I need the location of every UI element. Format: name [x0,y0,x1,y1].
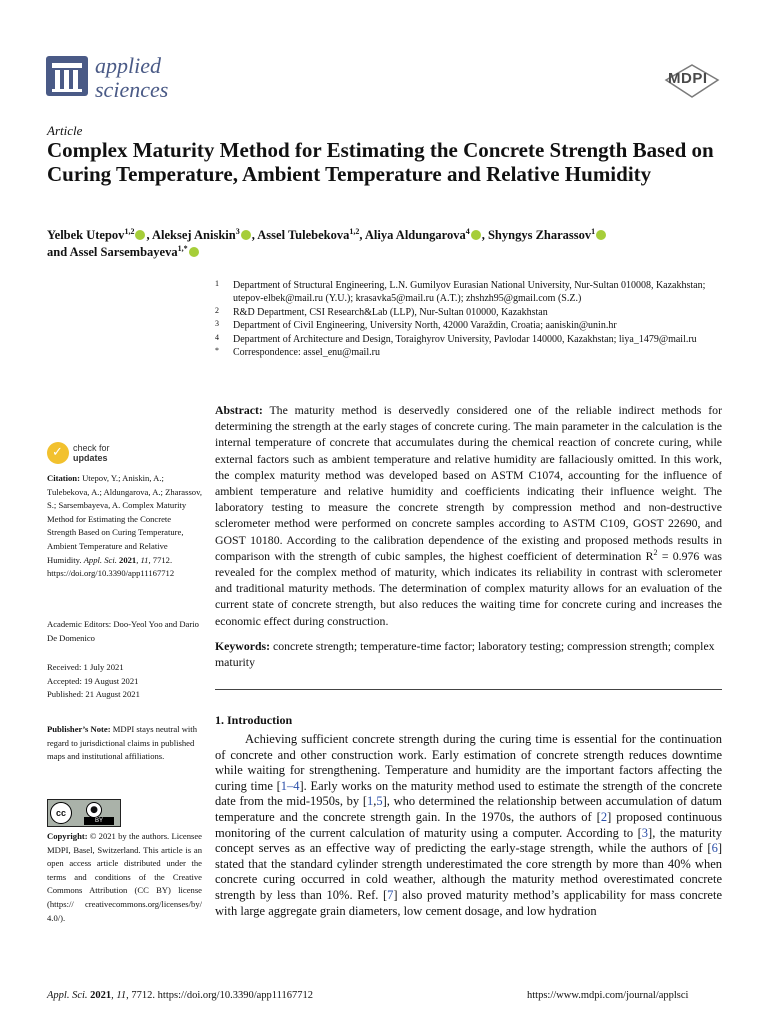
published-date: Published: 21 August 2021 [47,689,140,700]
affiliations [215,279,735,359]
citation: Citation: Utepov, Y.; Aniskin, A.; Tulebekova, A.; Aldungarova, A.; Zharassov, S.; Sarsembayeva, A. Complex Maturity Method for Estimating the Concrete Strength Based on Curing Temperature, Ambient Temperature and Relative Humidity. Appl. Sci. 2021, 11, 7712. https://doi.org/10.3390/app11167712 [47,473,202,579]
person-icon: ● [86,802,102,818]
cc-icon: cc [50,802,72,824]
citation-link[interactable]: 1 [367,794,374,809]
citation-link[interactable]: 5 [376,794,383,809]
keywords [215,638,722,670]
author-name: Shyngys Zharassov [487,228,592,242]
accepted-date: Accepted: 19 August 2021 [47,675,139,686]
introduction-paragraph: Achieving sufficient concrete strength during the curing time is essential for the continuation of concrete and other construction work. Early estimation of concrete strength reduces downtime while waiting for strengthening. Temperature and humidity are the important factors affecting the curing time [1–4]. Early works on the maturity method used to estimate the strength of the concrete date from the mid-1950s, by [1,5], who determined the relationship between accumulation of datum temperature and the concrete strength gain. In the 1970s, the authors of [2] proposed continuous monitoring of the current calculation of maturity using a computer. According to [3], the maturity concept serves as an effective way of predicting the early-stage strength, while the authors of [6] stated that the standard cylinder strength underestimated the core strength by more than 40% when concrete curing occurred in cold weather, although the maturity method overestimated concrete strength by less than 10%. Ref. [7] also proved maturity method’s applicability for mass concrete with large aggregate grain diameters, low cement dosage, and low hydration [215,732,722,918]
copyright: Copyright: © 2021 by the authors. Licensee MDPI, Basel, Switzerland. This article is an open access article distributed under the terms and conditions of the Creative Commons Attribution (CC BY) license (https:// creativecommons.org/licenses/by/ 4.0/). [47,831,202,923]
section-heading-introduction: 1. Introduction [215,713,293,727]
orcid-icon[interactable] [596,230,606,240]
orcid-icon[interactable] [471,230,481,240]
author-name: and Assel Sarsembayeva [47,245,178,259]
dates [47,661,202,702]
orcid-icon[interactable] [189,247,199,257]
citation-link[interactable]: 6 [711,841,718,856]
publisher-note: Publisher’s Note: MDPI stays neutral with regard to jurisdictional claims in published maps and institutional affiliations. [47,724,197,762]
check-for-updates-button[interactable]: ✓ check for updates [47,442,157,468]
author-name: Assel Tulebekova [257,228,350,242]
citation-link[interactable]: 1–4 [280,778,300,793]
abstract-label: Abstract: [215,403,263,417]
journal-url[interactable]: https://www.mdpi.com/journal/applsci [527,990,689,1001]
journal-name: applied sciences [95,53,169,102]
citation-link[interactable]: 2 [600,809,608,824]
author-name: Aliya Aldungarova [364,228,466,242]
publisher-name: MDPI [668,70,708,87]
citation-link[interactable]: 7 [387,887,394,902]
academic-editors: Academic Editors: Doo-Yeol Yoo and Dario De Domenico [47,619,199,643]
affiliation-item: 2 R&D Department, CSI Research&Lab (LLP), Nur-Sultan 010000, Kazakhstan [215,305,548,318]
author-list: Yelbek Utepov$^{1,2}$ , Aleksej Aniskin$^3$ , Assel Tulebekova$^{1,2}$, Aliya Aldungarova$^4$ , Shyngys Zharassov$^1$ and Assel Sarsembayeva$^{1,*}$ [47,227,737,261]
journal-logo-icon [46,56,88,96]
affiliation-item: 1 Department of Structural Engineering, L.N. Gumilyov Eurasian National University, Nur-Sultan 010008, Kazakhstan; utepov-elbek@mail.ru (Y.U.); krasavka5@mail.ru (A.T.); zhshzh95@gmail.com (S.Z.) [215,279,706,305]
article-type: Article [47,123,83,138]
orcid-icon[interactable] [135,230,145,240]
abstract: Abstract: The maturity method is deservedly considered one of the reliable indirect methods for determining the strength at the early stages of concrete curing. The main parameter in the calculation is the internal temperature of concrete that accumulates during the chemical reaction of concrete curing, while external factors such as ambient temperature and relative humidity are fallaciously omitted. In this work, the complex maturity method was developed based on ASTM C1074, accounting for the influence of ambient temperature and relative humidity and coefficients indicating their influence weight. The laboratory testing to measure the concrete strength by compression method and non-destructive sclerometer method were performed on concrete samples according to ASTM C109, GOST 22690, and GOST 10180. According to the calibration dependence of the existing and proposed methods results in comparison with the strength of cubic samples, the highest coefficient of determination $R^2 = 0.976$ was revealed for the complex method of maturity, which indicates its reliability in contrast with sclerometer and traditional maturity methods. The determination of complex maturity allows for an evaluation of the current state of concrete strength, but also reduces the waiting time for concrete curing and increases the economic effect during construction. [215,403,722,628]
keywords-label: Keywords: [215,639,271,653]
footer-citation: Appl. Sci. 2021, 11, 7712. https://doi.org/10.3390/app11167712 [47,990,314,1001]
paper-title: Complex Maturity Method for Estimating the Concrete Strength Based on Curing Temperature, Ambient Temperature and Relative Humidity [47,138,714,186]
cc-by-license-badge[interactable]: cc ● BY [47,799,121,827]
check-icon: ✓ [47,442,69,464]
received-date: Received: 1 July 2021 [47,662,124,672]
citation-link[interactable]: 3 [641,825,649,840]
affiliation-item: 3 Department of Civil Engineering, University North, 42000 Varaždin, Croatia; aaniskin@unin.hr [215,319,617,332]
affiliation-item: 4 Department of Architecture and Design, Toraighyrov University, Pavlodar 140000, Kazakhstan; liya_1479@mail.ru [215,332,697,345]
author-name: Aleksej Aniskin [152,228,236,242]
abstract-text: The maturity method is deservedly considered one of the reliable indirect methods for determining the strength at the early stages of concrete curing. The main parameter in the calculation is the internal temperature of concrete that accumulates during the chemical reaction of concrete curing, while external factors such as ambient temperature and relative humidity are fallaciously omitted. In this work, the complex maturity method was developed based on ASTM C1074, accounting for the influence of ambient temperature and relative humidity and coefficients indicating their influence weight. The laboratory testing to measure the concrete strength by compression method and non-destructive sclerometer method were performed on concrete samples according to ASTM C109, GOST 22690, and GOST 10180. According to the calibration dependence of the existing and proposed methods results in comparison with the strength of cubic samples, the highest coefficient of determination R [215,403,722,563]
keywords-text: concrete strength; temperature-time factor; laboratory testing; compression strength; complex maturity [215,639,715,670]
orcid-icon[interactable] [241,230,251,240]
section-divider [215,689,722,690]
affiliation-item: * Correspondence: assel_enu@mail.ru [215,346,380,359]
author-name: Yelbek Utepov [47,228,125,242]
